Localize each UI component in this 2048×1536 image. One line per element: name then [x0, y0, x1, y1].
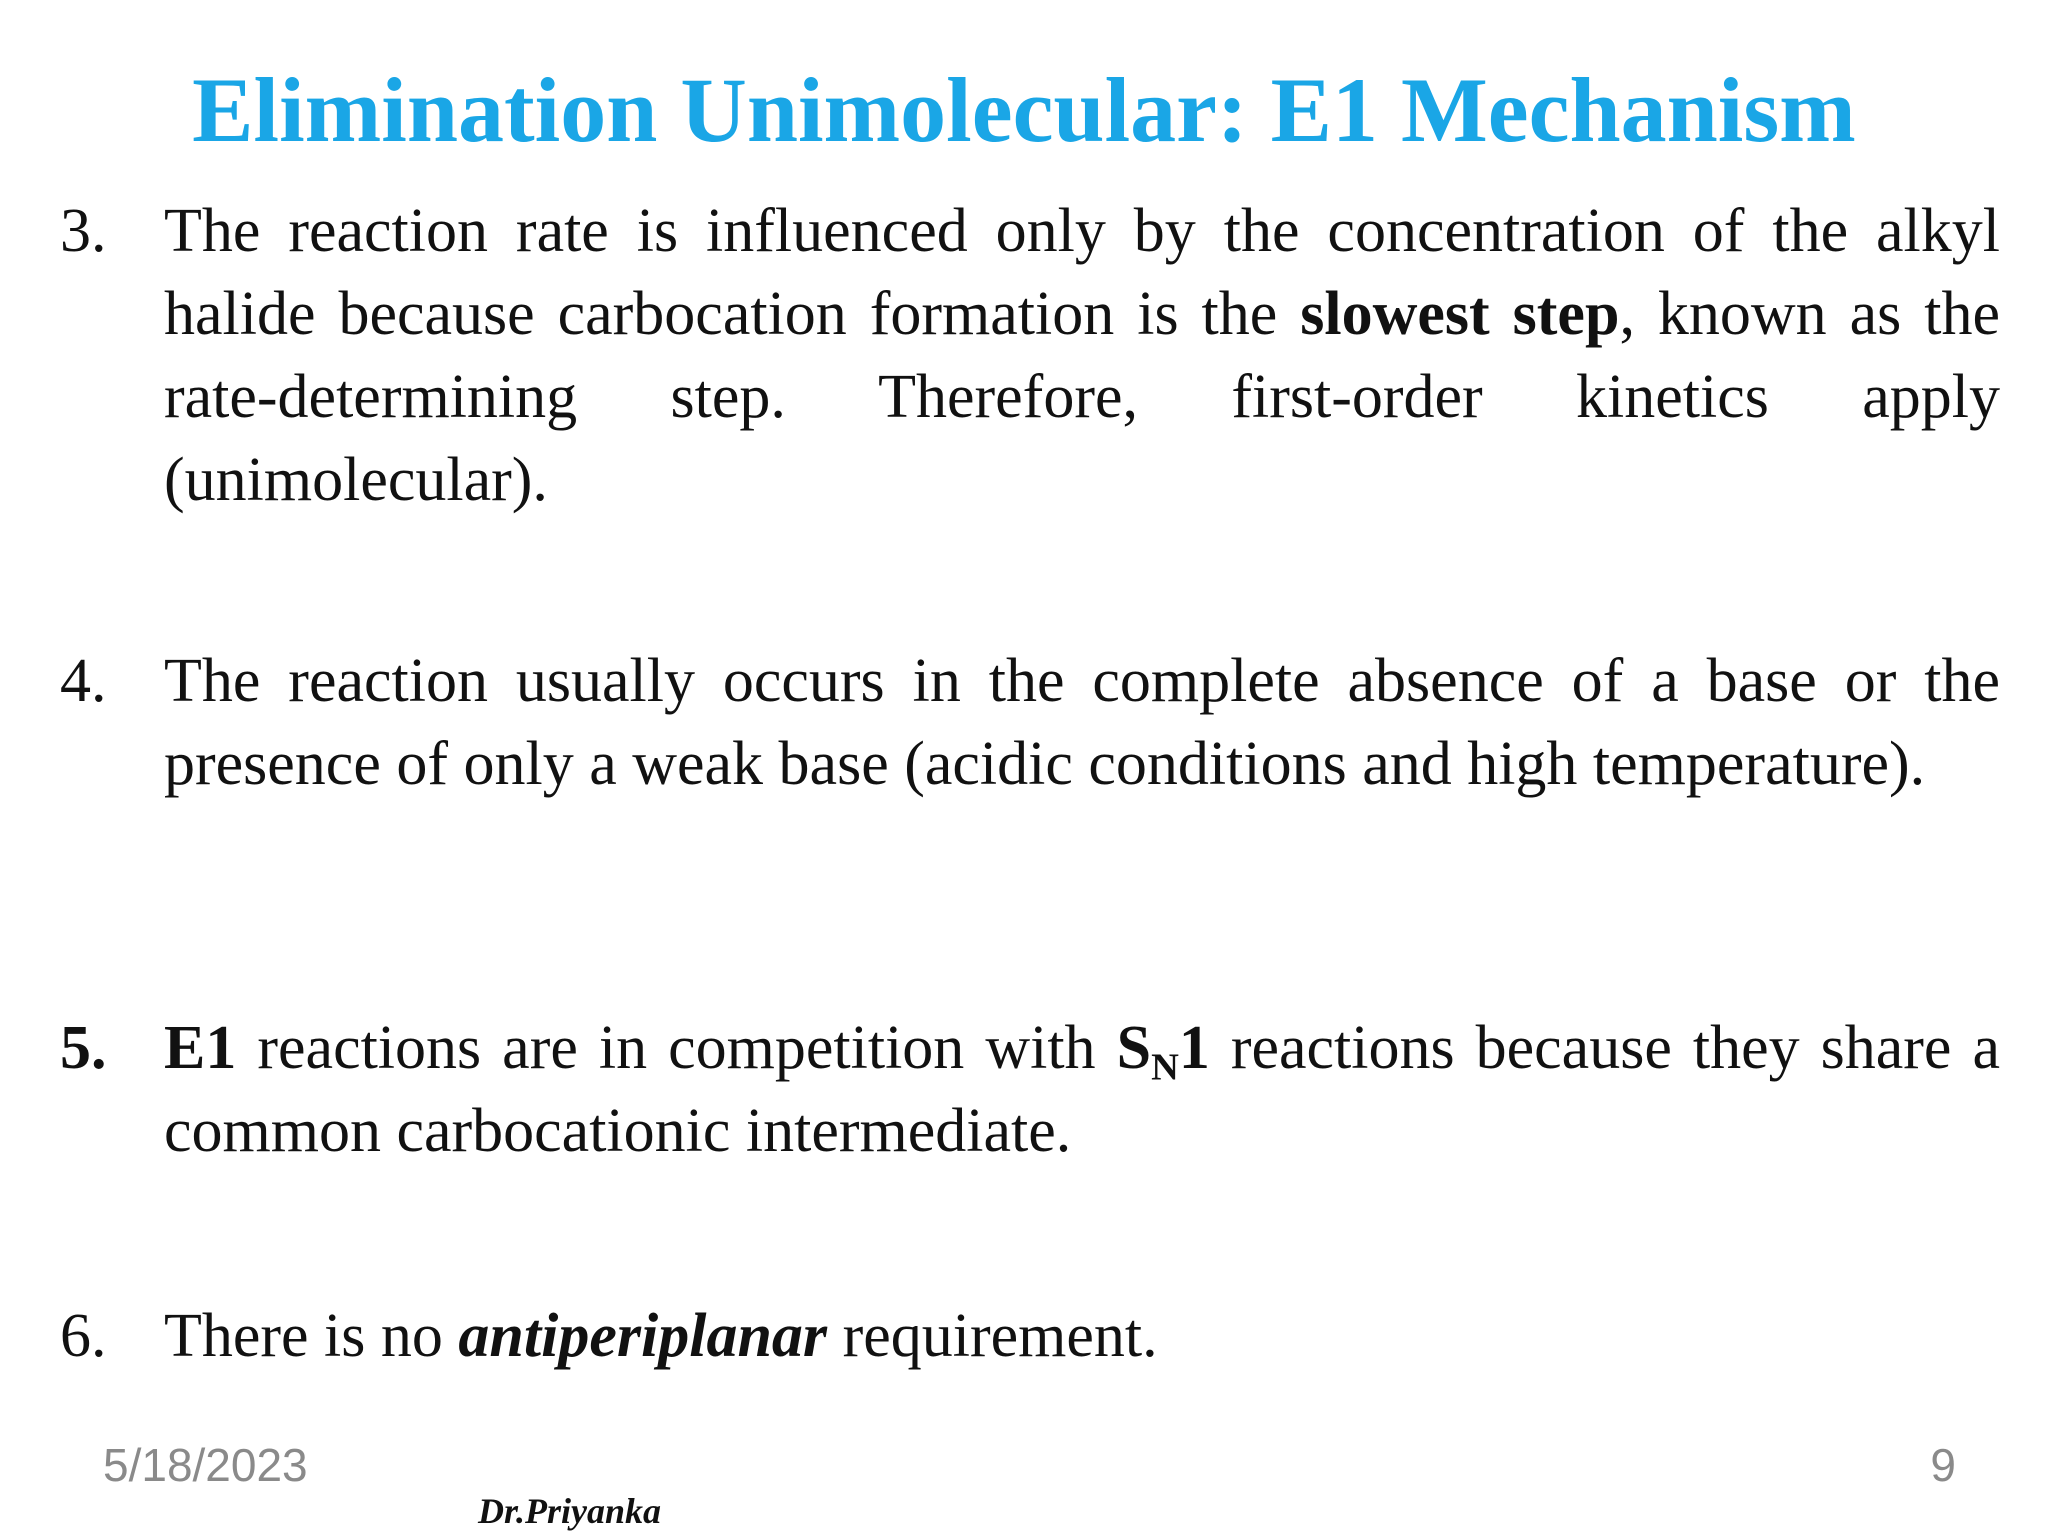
footer-author: Dr.Priyanka	[478, 1491, 662, 1531]
list-item-text	[164, 190, 2000, 522]
list-number: 6.	[60, 1302, 107, 1370]
list-item-6	[60, 1295, 2000, 1378]
text-segment: reactions are in competition with	[236, 1014, 1117, 1082]
list-item-4	[60, 640, 2000, 806]
sn1-subscript: N	[1151, 1046, 1179, 1089]
list-item-text: The reaction usually occurs in the complete absence of a base or the presence of only a weak base (acidic conditions and high temperature).	[164, 647, 2000, 798]
list-item-text	[164, 1295, 2000, 1378]
bold-term-sn1	[1116, 1014, 1210, 1089]
text-segment: There is no	[164, 1302, 459, 1370]
text-segment: The reaction rate is influenced only by the concentration of the alkyl halide because carbocation formation is the	[164, 197, 2000, 348]
list-number: 5.	[60, 1014, 107, 1082]
list-number: 3.	[60, 197, 107, 265]
sn1-s: S	[1116, 1014, 1152, 1082]
bold-term-slowest-step: slowest step	[1300, 280, 1620, 348]
text-segment: requirement.	[827, 1302, 1158, 1370]
bold-italic-term-antiperiplanar: antiperiplanar	[458, 1302, 828, 1370]
bold-term-e1: E1	[164, 1014, 237, 1082]
list-item-3	[60, 190, 2000, 522]
footer-page-number: 9	[1930, 1439, 1956, 1491]
text-segment: reactions because they share a common carbocationic intermediate.	[164, 1014, 2000, 1165]
slide-title: Elimination Unimolecular: E1 Mechanism	[192, 59, 1856, 161]
list-item-text	[164, 1007, 2000, 1173]
list-number: 4.	[60, 647, 107, 715]
list-item-5	[60, 1007, 2000, 1173]
sn1-one: 1	[1178, 1014, 1210, 1082]
footer-date: 5/18/2023	[103, 1439, 308, 1491]
text-segment: , known as the rate-determining step. Therefore, first-order kinetics apply (unimolecular).	[164, 280, 2001, 514]
